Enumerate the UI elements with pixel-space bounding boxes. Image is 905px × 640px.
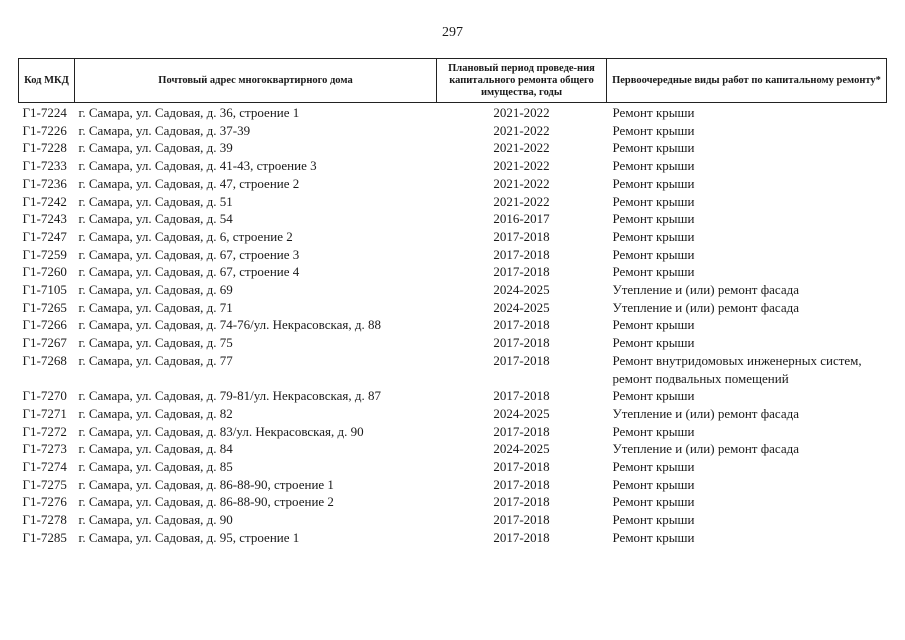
row-address: г. Самара, ул. Садовая, д. 51	[78, 193, 233, 209]
row-code: Г1-7243	[22, 211, 67, 227]
row-work-line: Ремонт крыши	[612, 423, 695, 439]
row-period: 2017-2018	[493, 228, 550, 244]
header-code: Код МКД	[19, 59, 75, 103]
repair-table	[18, 58, 887, 547]
row-work-line: ремонт подвальных помещений	[612, 370, 789, 386]
row-works	[607, 529, 887, 547]
row-works	[607, 299, 887, 317]
row-code: Г1-7224	[22, 105, 67, 120]
row-work-line: Утепление и (или) ремонт фасада	[612, 441, 799, 457]
row-work-line: Утепление и (или) ремонт фасада	[612, 405, 799, 421]
row-address: г. Самара, ул. Садовая, д. 90	[78, 512, 233, 528]
row-period: 2024-2025	[493, 299, 550, 315]
row-address: г. Самара, ул. Садовая, д. 71	[78, 299, 233, 315]
table-row	[19, 228, 887, 246]
table-row	[19, 281, 887, 299]
table-row	[19, 103, 887, 122]
row-address: г. Самара, ул. Садовая, д. 39	[78, 140, 233, 156]
row-address: г. Самара, ул. Садовая, д. 86-88-90, строение 1	[78, 476, 334, 492]
row-works	[607, 387, 887, 405]
row-work-line: Ремонт крыши	[612, 529, 695, 545]
row-period: 2021-2022	[493, 193, 550, 209]
row-code: Г1-7236	[22, 175, 67, 191]
row-work-line: Ремонт крыши	[612, 459, 695, 475]
table-row	[19, 210, 887, 228]
row-work-line: Утепление и (или) ремонт фасада	[612, 282, 799, 298]
row-code: Г1-7247	[22, 228, 67, 244]
row-work-line: Ремонт крыши	[612, 211, 695, 227]
row-works	[607, 476, 887, 494]
row-works	[607, 352, 887, 387]
row-work-line: Ремонт крыши	[612, 264, 695, 280]
row-address: г. Самара, ул. Садовая, д. 37-39	[78, 122, 251, 138]
row-works	[607, 246, 887, 264]
row-code: Г1-7285	[22, 529, 67, 545]
row-address: г. Самара, ул. Садовая, д. 47, строение 2	[78, 175, 300, 191]
row-code: Г1-7233	[22, 158, 67, 174]
header-address: Почтовый адрес многоквартирного дома	[75, 59, 437, 103]
row-work-line: Ремонт крыши	[612, 388, 695, 404]
table-row	[19, 440, 887, 458]
row-work-line: Ремонт крыши	[612, 335, 695, 351]
row-code: Г1-7267	[22, 335, 67, 351]
table-row	[19, 299, 887, 317]
row-code: Г1-7228	[22, 140, 67, 156]
row-address: г. Самара, ул. Садовая, д. 79-81/ул. Некрасовская, д. 87	[78, 388, 381, 404]
row-works	[607, 263, 887, 281]
table-row	[19, 334, 887, 352]
row-work-line: Ремонт крыши	[612, 476, 695, 492]
row-code: Г1-7278	[22, 512, 67, 528]
row-address: г. Самара, ул. Садовая, д. 95, строение 1	[78, 529, 300, 545]
row-period: 2021-2022	[493, 122, 550, 138]
row-period: 2024-2025	[493, 282, 550, 298]
row-period: 2017-2018	[493, 476, 550, 492]
table-header	[19, 59, 887, 103]
row-works	[607, 423, 887, 441]
row-code: Г1-7272	[22, 423, 67, 439]
table-row	[19, 476, 887, 494]
row-works	[607, 316, 887, 334]
row-code: Г1-7274	[22, 459, 67, 475]
row-period: 2017-2018	[493, 512, 550, 528]
row-work-line: Ремонт крыши	[612, 246, 695, 262]
row-code: Г1-7268	[22, 352, 67, 368]
row-period: 2024-2025	[493, 441, 550, 457]
table-row	[19, 458, 887, 476]
row-work-line: Утепление и (или) ремонт фасада	[612, 299, 799, 315]
row-code: Г1-7259	[22, 246, 67, 262]
row-period: 2017-2018	[493, 246, 550, 262]
row-works	[607, 493, 887, 511]
row-address: г. Самара, ул. Садовая, д. 54	[78, 211, 233, 227]
row-period: 2017-2018	[493, 529, 550, 545]
row-work-line: Ремонт крыши	[612, 228, 695, 244]
table-row	[19, 122, 887, 140]
header-period: Плановый период проведе-ния капитального ремонта общего имущества, годы	[437, 59, 607, 103]
row-address: г. Самара, ул. Садовая, д. 84	[78, 441, 233, 457]
row-code: Г1-7226	[22, 122, 67, 138]
row-works	[607, 122, 887, 140]
table-row	[19, 246, 887, 264]
row-works	[607, 511, 887, 529]
table-row	[19, 157, 887, 175]
table-body	[19, 103, 887, 547]
row-address: г. Самара, ул. Садовая, д. 77	[78, 352, 233, 368]
row-work-line: Ремонт крыши	[612, 175, 695, 191]
row-work-line: Ремонт внутридомовых инженерных систем,	[612, 352, 862, 368]
row-work-line: Ремонт крыши	[612, 105, 695, 120]
row-address: г. Самара, ул. Садовая, д. 86-88-90, строение 2	[78, 494, 334, 510]
table-row	[19, 529, 887, 547]
row-address: г. Самара, ул. Садовая, д. 67, строение 4	[78, 264, 300, 280]
row-works	[607, 440, 887, 458]
table-row	[19, 263, 887, 281]
row-code: Г1-7276	[22, 494, 67, 510]
table-row	[19, 316, 887, 334]
row-works	[607, 228, 887, 246]
row-period: 2017-2018	[493, 459, 550, 475]
table-row	[19, 423, 887, 441]
row-address: г. Самара, ул. Садовая, д. 85	[78, 459, 233, 475]
row-works	[607, 175, 887, 193]
row-work-line: Ремонт крыши	[612, 193, 695, 209]
row-period: 2021-2022	[493, 140, 550, 156]
table-row	[19, 139, 887, 157]
row-works	[607, 334, 887, 352]
row-works	[607, 157, 887, 175]
row-code: Г1-7105	[22, 282, 67, 298]
row-code: Г1-7265	[22, 299, 67, 315]
row-period: 2016-2017	[493, 211, 550, 227]
row-work-line: Ремонт крыши	[612, 158, 695, 174]
table-row	[19, 493, 887, 511]
row-works	[607, 210, 887, 228]
row-code: Г1-7275	[22, 476, 67, 492]
row-period: 2021-2022	[493, 158, 550, 174]
row-works	[607, 281, 887, 299]
row-address: г. Самара, ул. Садовая, д. 75	[78, 335, 233, 351]
row-period: 2017-2018	[493, 335, 550, 351]
row-code: Г1-7270	[22, 388, 67, 404]
row-address: г. Самара, ул. Садовая, д. 82	[78, 405, 233, 421]
row-code: Г1-7273	[22, 441, 67, 457]
row-period: 2017-2018	[493, 317, 550, 333]
row-code: Г1-7242	[22, 193, 67, 209]
row-period: 2017-2018	[493, 388, 550, 404]
table-row	[19, 405, 887, 423]
row-works	[607, 193, 887, 211]
table-row	[19, 511, 887, 529]
row-period: 2017-2018	[493, 423, 550, 439]
header-works: Первоочередные виды работ по капитальному ремонту*	[607, 59, 887, 103]
row-works	[607, 103, 887, 122]
row-address: г. Самара, ул. Садовая, д. 83/ул. Некрасовская, д. 90	[78, 423, 364, 439]
row-period: 2021-2022	[493, 175, 550, 191]
row-period: 2021-2022	[493, 105, 550, 120]
table-row	[19, 175, 887, 193]
table-row	[19, 193, 887, 211]
table-row	[19, 387, 887, 405]
row-work-line: Ремонт крыши	[612, 512, 695, 528]
row-period: 2017-2018	[493, 494, 550, 510]
row-address: г. Самара, ул. Садовая, д. 36, строение 1	[78, 105, 300, 120]
row-work-line: Ремонт крыши	[612, 317, 695, 333]
row-address: г. Самара, ул. Садовая, д. 41-43, строение 3	[78, 158, 317, 174]
row-address: г. Самара, ул. Садовая, д. 69	[78, 282, 233, 298]
row-works	[607, 139, 887, 157]
row-address: г. Самара, ул. Садовая, д. 67, строение 3	[78, 246, 300, 262]
row-works	[607, 458, 887, 476]
row-period: 2017-2018	[493, 264, 550, 280]
table-row	[19, 352, 887, 387]
page-number: 297	[442, 25, 463, 40]
row-works	[607, 405, 887, 423]
row-code: Г1-7271	[22, 405, 67, 421]
row-code: Г1-7260	[22, 264, 67, 280]
row-work-line: Ремонт крыши	[612, 140, 695, 156]
row-period: 2024-2025	[493, 405, 550, 421]
row-address: г. Самара, ул. Садовая, д. 74-76/ул. Некрасовская, д. 88	[78, 317, 381, 333]
row-period: 2017-2018	[493, 352, 550, 368]
row-code: Г1-7266	[22, 317, 67, 333]
row-address: г. Самара, ул. Садовая, д. 6, строение 2	[78, 228, 293, 244]
row-work-line: Ремонт крыши	[612, 494, 695, 510]
row-work-line: Ремонт крыши	[612, 122, 695, 138]
